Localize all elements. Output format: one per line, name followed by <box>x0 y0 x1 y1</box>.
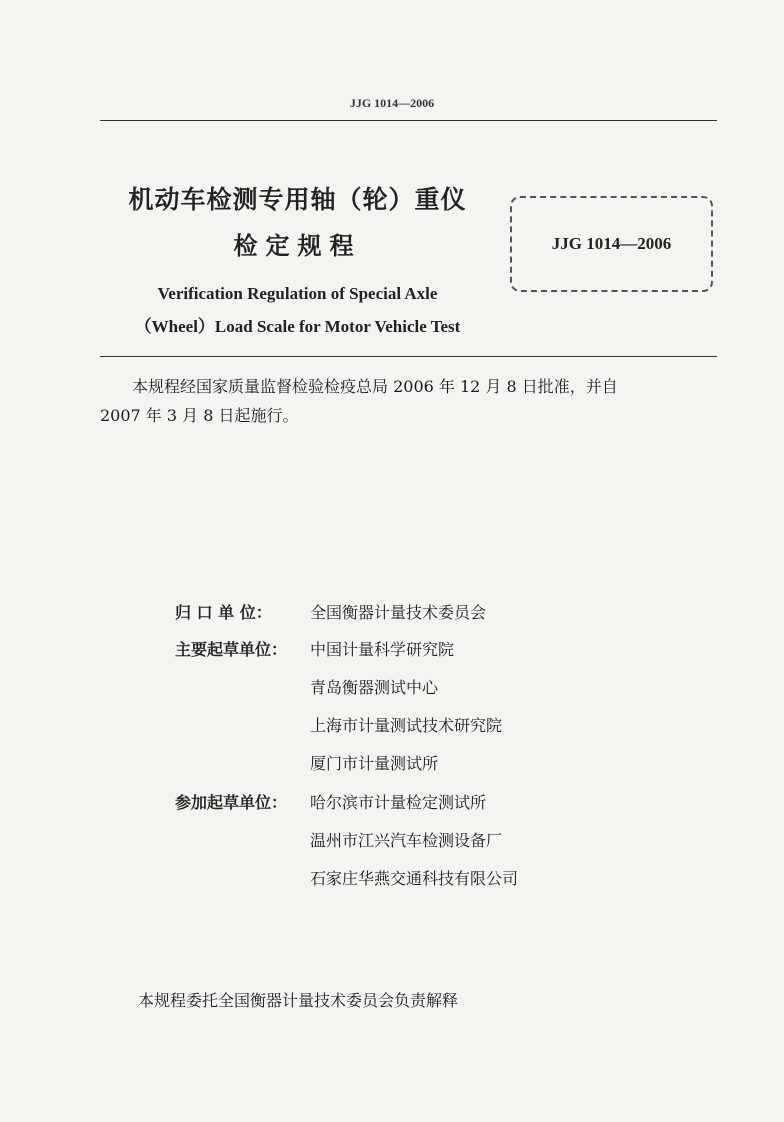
responsible-unit-label: 归 口 单 位： <box>175 603 272 622</box>
main-drafting-unit: 青岛衡器测试中心 <box>310 678 439 697</box>
title-chinese-line2: 检定规程 <box>233 232 362 260</box>
interpretation-note: 本规程委托全国衡器计量技术委员会负责解释 <box>138 991 459 1010</box>
title-english-line1: Verification Regulation of Special Axle <box>157 284 438 303</box>
main-drafting-unit: 厦门市计量测试所 <box>310 754 439 773</box>
main-drafting-unit: 中国计量科学研究院 <box>310 640 455 659</box>
participating-drafting-unit: 温州市江兴汽车检测设备厂 <box>310 831 503 850</box>
title-chinese: 机动车检测专用轴（轮）重仪 <box>128 185 467 214</box>
header-standard-code: JJG 1014—2006 <box>349 96 435 110</box>
title-rule <box>100 356 717 357</box>
standard-code-box-text: JJG 1014—2006 <box>551 234 672 253</box>
main-drafting-label: 主要起草单位： <box>175 640 288 659</box>
header-rule <box>100 120 717 121</box>
approval-line1: 本规程经国家质量监督检验检疫总局 2006 年 12 月 8 日批准，并自 <box>132 377 618 396</box>
responsible-unit: 全国衡器计量技术委员会 <box>310 603 487 622</box>
participating-drafting-unit: 哈尔滨市计量检定测试所 <box>310 793 487 812</box>
approval-statement <box>100 372 720 430</box>
main-drafting-unit: 上海市计量测试技术研究院 <box>310 716 503 735</box>
participating-drafting-unit: 石家庄华燕交通科技有限公司 <box>310 869 519 888</box>
participating-drafting-label: 参加起草单位： <box>175 793 288 812</box>
approval-line2: 2007 年 3 月 8 日起施行。 <box>100 406 299 425</box>
title-english-line2: （Wheel）Load Scale for Motor Vehicle Test <box>134 317 461 336</box>
